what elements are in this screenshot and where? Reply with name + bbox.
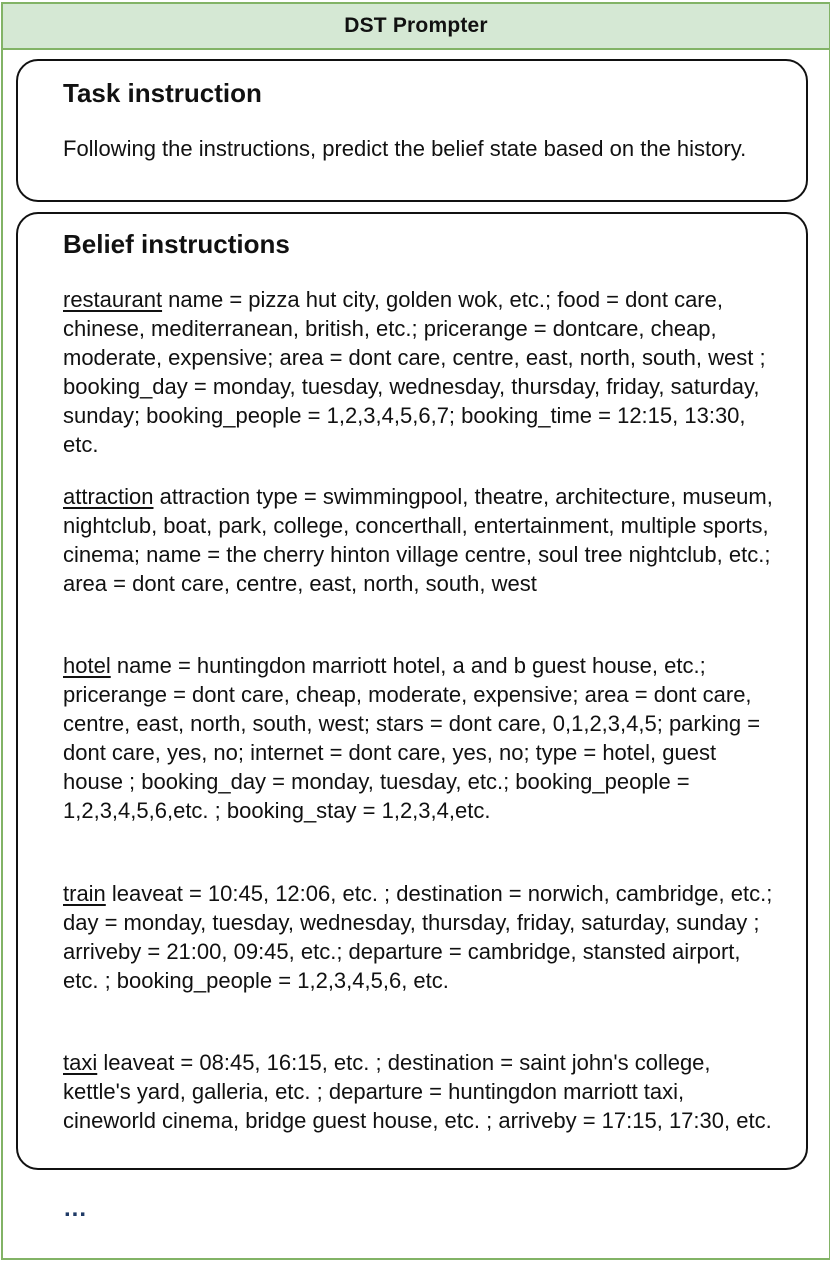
domain-attraction bbox=[63, 482, 778, 598]
belief-instructions-box bbox=[16, 212, 808, 1170]
task-instruction-title: Task instruction bbox=[63, 78, 262, 108]
domain-hotel bbox=[63, 651, 778, 825]
task-instruction-box bbox=[16, 59, 808, 202]
continuation-ellipsis: ... bbox=[64, 1195, 88, 1222]
domain-slots-taxi: leaveat = 08:45, 16:15, etc. ; destination = saint john's college, kettle's yard, galleria, etc. ; departure = huntingdon marriott taxi, cineworld cinema, bridge guest house, etc. ; arriveby = 17:15, 17:30, etc. bbox=[63, 1050, 772, 1133]
domain-slots-restaurant: name = pizza hut city, golden wok, etc.; food = dont care, chinese, mediterranean, british, etc.; pricerange = dontcare, cheap, moderate, expensive; area = dont care, centre, east, north, south, west ; booking_day = monday, tuesday, wednesday, thursday, friday, saturday, sunday; booking_people = 1,2,3,4,5,6,7; booking_time = 12:15, 13:30, etc. bbox=[63, 287, 766, 457]
domain-name-restaurant: restaurant bbox=[63, 287, 163, 312]
domain-train bbox=[63, 879, 778, 995]
domain-slots-train: leaveat = 10:45, 12:06, etc. ; destination = norwich, cambridge, etc.; day = monday, tuesday, wednesday, thursday, friday, saturday, sunday ; arriveby = 21:00, 09:45, etc.; departure = cambridge, stansted airport, etc. ; booking_people = 1,2,3,4,5,6, etc. bbox=[63, 881, 773, 993]
domain-taxi bbox=[63, 1048, 778, 1135]
task-instruction-text: Following the instructions, predict the belief state based on the history. bbox=[63, 136, 747, 161]
domain-name-train: train bbox=[63, 881, 106, 906]
domain-slots-hotel: name = huntingdon marriott hotel, a and b guest house, etc.; pricerange = dont care, cheap, moderate, expensive; area = dont care, centre, east, north, south, west; stars = dont care, 0,1,2,3,4,5; parking = dont care, yes, no; internet = dont care, yes, no; type = hotel, guest house ; booking_day = monday, tuesday, etc.; booking_people = 1,2,3,4,5,6,etc. ; booking_stay = 1,2,3,4,etc. bbox=[63, 653, 761, 823]
panel-header bbox=[3, 4, 829, 50]
domain-slots-attraction: attraction type = swimmingpool, theatre, architecture, museum, nightclub, boat, park, college, concerthall, entertainment, multiple sports, cinema; name = the cherry hinton village centre, soul tree nightclub, etc.; area = dont care, centre, east, north, south, west bbox=[63, 484, 773, 596]
panel-title: DST Prompter bbox=[344, 14, 488, 37]
domain-name-hotel: hotel bbox=[63, 653, 111, 678]
domain-name-attraction: attraction bbox=[63, 484, 154, 509]
belief-instructions-title: Belief instructions bbox=[63, 229, 290, 259]
domain-restaurant bbox=[63, 285, 778, 459]
domain-name-taxi: taxi bbox=[63, 1050, 98, 1075]
